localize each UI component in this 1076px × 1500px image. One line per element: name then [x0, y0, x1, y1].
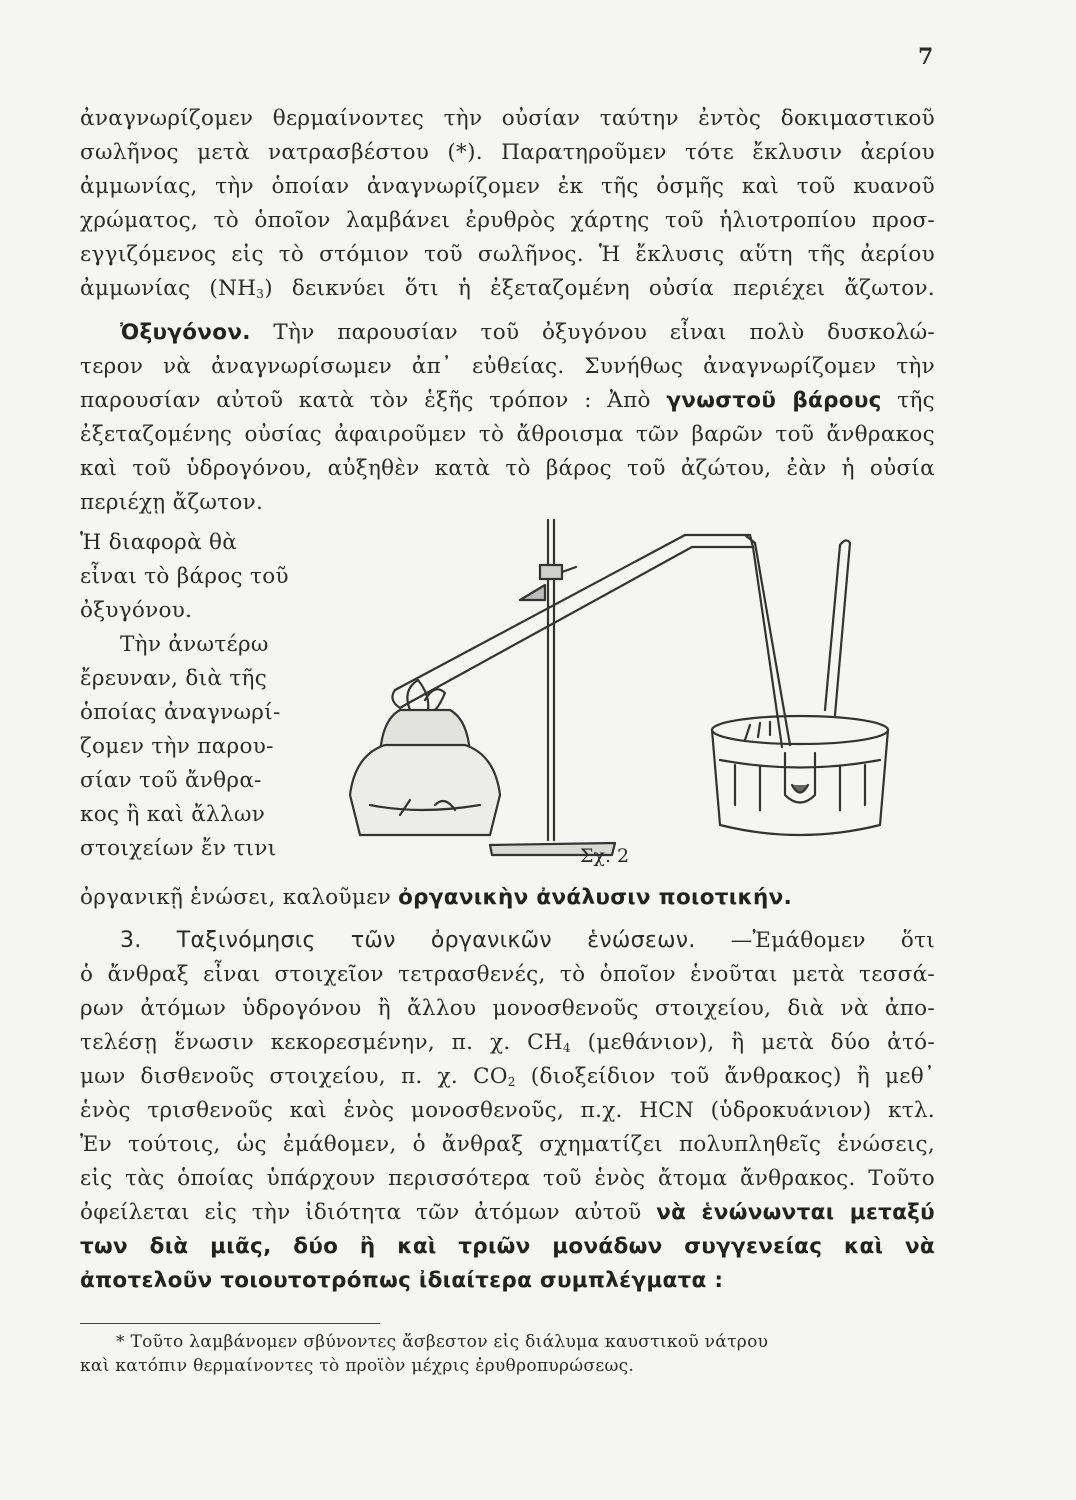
paragraph-ammonia-test: [80, 102, 935, 306]
text-fragment: (μεθάνιον), ἢ μετὰ δύο ἀτό-: [570, 1030, 935, 1055]
text-line: ἀμμωνίας, τὴν ὁποίαν ἀναγνωρίζομεν ἐκ τῆς ὀσμῆς καὶ τοῦ κυανοῦ: [80, 174, 935, 199]
text-line: σίαν τοῦ ἄνθρα-: [80, 768, 262, 793]
bold-text: νὰ ἑνώνωνται μεταξύ: [656, 1200, 935, 1225]
text-line: ὁ ἄνθραξ εἶναι στοιχεῖον τετρασθενές, τὸ ὁποῖον ἑνοῦται μετὰ τεσσά-: [80, 962, 935, 987]
figure-caption: Σχ. 2: [580, 845, 630, 867]
subscript: 3: [256, 287, 265, 301]
text-line: [80, 881, 935, 915]
text-line: εγγιζόμενος εἰς τὸ στόμιον τοῦ σωλῆνος. Ἡ ἔκλυσις αὕτη τῆς ἀερίου: [80, 242, 935, 267]
text-line: [80, 1026, 935, 1060]
text-line: ρων ἀτόμων ὑδρογόνου ἢ ἄλλου μονοσθενοῦς στοιχείου, διὰ νὰ ἀπο-: [80, 996, 935, 1021]
section-heading: 3. Ταξινόμησις τῶν ὀργανικῶν ἑνώσεων.: [120, 928, 696, 953]
text-line: περιέχῃ ἄζωτον.: [80, 490, 264, 515]
beaker: [712, 540, 888, 835]
text-line: εἰς τὰς ὁποίας ὑπάρχουν περισσότερα τοῦ ἑνὸς ἄτομα ἄνθρακος. Τοῦτο: [80, 1166, 935, 1191]
text-line: [80, 1060, 935, 1094]
text-fragment: παρουσίαν αὐτοῦ κατὰ τὸν ἑξῆς τρόπον : Ἀπὸ: [80, 388, 651, 413]
text-line: στοιχείων ἔν τινι: [80, 836, 277, 861]
bold-text-line: των διὰ μιᾶς, δύο ἢ καὶ τριῶν μονάδων συγγενείας καὶ νὰ: [80, 1234, 935, 1259]
text-line: Ἡ διαφορὰ θὰ: [80, 530, 238, 555]
footnote-rule: [80, 1323, 380, 1324]
text-fragment: τελέσῃ ἕνωσιν κεκορεσμένην, π. χ. CH: [80, 1030, 563, 1055]
text-line: χρώματος, τὸ ὁποῖον λαμβάνει ἐρυθρὸς χάρτης τοῦ ἡλιοτροπίου προσ-: [80, 208, 935, 233]
bold-text: γνωστοῦ βάρους: [666, 388, 882, 413]
text-line: ὁποίας ἀναγνωρί-: [80, 700, 281, 725]
text-line: εἶναι τὸ βάρος τοῦ: [80, 564, 289, 589]
text-line: τερον νὰ ἀναγνωρίσωμεν ἀπ᾽ εὐθείας. Συνήθως ἀναγνωρίζομεν τὴν: [80, 354, 935, 379]
paragraph-oxygen: [80, 316, 935, 520]
text-line: ἐξεταζομένης οὐσίας ἀφαιροῦμεν τὸ ἄθροισμα τῶν βαρῶν τοῦ ἄνθρακος: [80, 422, 935, 447]
section-classification: [80, 924, 935, 1298]
lab-stand: [490, 520, 615, 855]
text-fragment: ) δεικνύει ὅτι ἡ ἐξεταζομένη οὐσία περιέχει ἄζωτον.: [264, 276, 935, 301]
text-line: ἀναγνωρίζομεν θερμαίνοντες τὴν οὐσίαν ταύτην ἐντὸς δοκιμαστικοῦ: [80, 106, 935, 131]
text-line: ἑνὸς τρισθενοῦς καὶ ἑνὸς μονοσθενοῦς, π.χ. HCN (ὑδροκυάνιον) κτλ.: [80, 1098, 935, 1123]
text-line: [80, 384, 935, 418]
text-line: ζομεν τὴν παρου-: [80, 734, 274, 759]
bold-text: ὀργανικὴν ἀνάλυσιν ποιοτικήν.: [398, 885, 793, 910]
page-number: 7: [918, 44, 934, 70]
text-line: κος ἢ καὶ ἄλλων: [80, 802, 266, 827]
footnote: [80, 1330, 925, 1378]
text-wrap-column: [80, 526, 290, 866]
test-tube: [392, 535, 753, 708]
apparatus-illustration: [340, 505, 900, 860]
text-line: [80, 272, 935, 306]
text-fragment: —Ἐμάθομεν ὅτι: [730, 928, 935, 953]
subscript: 4: [562, 1041, 571, 1055]
text-line: σωλῆνος μετὰ νατρασβέστου (*). Παρατηροῦμεν τότε ἔκλυσιν ἀερίου: [80, 140, 935, 165]
text-line: [80, 316, 935, 350]
text-fragment: τῆς: [897, 388, 935, 413]
text-fragment: ὀφείλεται εἰς τὴν ἰδιότητα τῶν ἀτόμων αὐτοῦ: [80, 1200, 642, 1225]
footnote-line: * Τοῦτο λαμβάνομεν σβύνοντες ἄσβεστον εἰς διάλυμα καυστικοῦ νάτρου: [116, 1332, 769, 1352]
section-heading-oxygen: Ὀξυγόνον.: [120, 320, 251, 345]
text-line: Τὴν ἀνωτέρω: [120, 632, 269, 657]
text-line: Ἐν τούτοις, ὡς ἐμάθομεν, ὁ ἄνθραξ σχηματίζει πολυπληθεῖς ἑνώσεις,: [80, 1132, 935, 1157]
text-fragment: Τὴν παρουσίαν τοῦ ὀξυγόνου εἶναι πολὺ δυσκολώ-: [273, 320, 935, 345]
text-line: καὶ τοῦ ὑδρογόνου, αὐξηθὲν κατὰ τὸ βάρος τοῦ ἀζώτου, ἐὰν ἡ οὐσία: [80, 456, 935, 481]
text-fragment: μων δισθενοῦς στοιχείου, π. χ. CO: [80, 1064, 508, 1089]
subscript: 2: [507, 1075, 516, 1089]
text-line: [80, 924, 935, 958]
text-fragment: ὀργανικῇ ἑνώσει, καλοῦμεν: [80, 885, 391, 910]
alcohol-lamp: [350, 680, 500, 835]
text-line: ἔρευναν, διὰ τῆς: [80, 666, 268, 691]
text-line: ὀξυγόνου.: [80, 598, 193, 623]
text-fragment: (διοξείδιον τοῦ ἄνθρακος) ἢ μεθ᾽: [515, 1064, 935, 1089]
text-fragment: ἀμμωνίας (NH: [80, 276, 257, 301]
text-line: [80, 1196, 935, 1230]
bold-text-line: ἀποτελοῦν τοιουτοτρόπως ἰδιαίτερα συμπλέγματα :: [80, 1268, 724, 1293]
footnote-line: καὶ κατόπιν θερμαίνοντες τὸ προϊὸν μέχρις ἐρυθροπυρώσεως.: [80, 1356, 635, 1376]
